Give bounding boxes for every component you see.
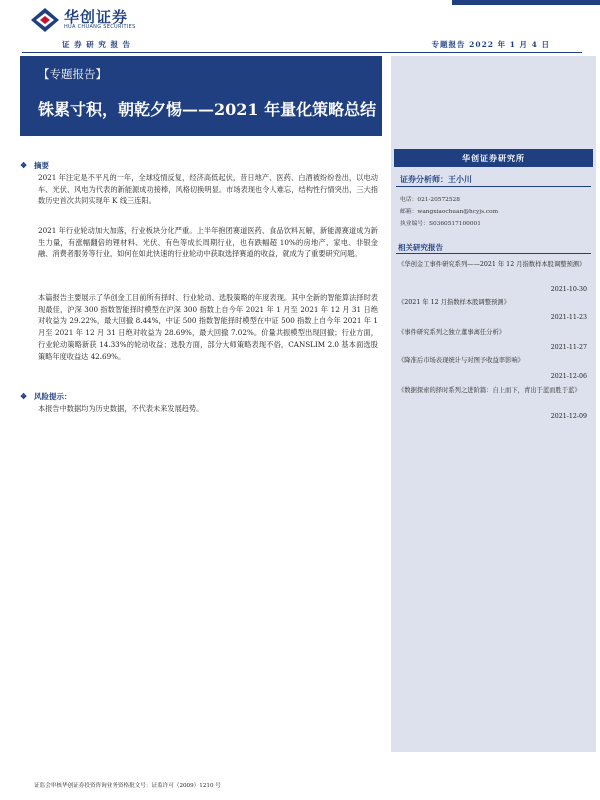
- summary-heading: [20, 160, 49, 171]
- related-report-1-date: 2021-10-30: [550, 286, 587, 293]
- sidebar: [391, 56, 596, 752]
- summary-paragraph-3: 本篇报告主要展示了华创金工目前所有择时、行业轮动、选股策略的年度表现。其中全新的智能算法择时表现最佳，沪深 300 指数智能择时模型在沪深 300 指数上自今年 2021 年 1 月至 2021 年 12 月 31 日绝对收益为 29.22%，最大回撤 8.44%，中证 500 指数智能择时模型在中证 500 指数上自今年 2021 年 1 月至 2021 年 12 月 31 日绝对收益为 28.69%，最大回撤 7.02%。价量共振模型出现回撤；行业方面，行业轮动策略新获 14.33%的轮动收益；选股方面，部分大师策略表现不俗，CANSLIM 2.0 基本面选股策略年度收益达 42.69%。: [38, 293, 378, 361]
- related-report-4-date: 2021-12-06: [550, 373, 587, 380]
- related-divider: [396, 253, 591, 254]
- brand-name-cn: 华创证券: [64, 8, 129, 26]
- analyst-divider: [396, 186, 591, 187]
- risk-heading-text: 风险提示：: [34, 392, 72, 401]
- report-type-label: 证 券 研 究 报 告: [62, 40, 132, 49]
- related-report-4[interactable]: 《降准后市场表现统计与对图予收益率影响》: [398, 357, 524, 364]
- summary-paragraph-2: 2021 年行业轮动加大加落，行业板块分化严重。上半年抱团赛道医药、食品饮料瓦解，新能源赛道成为新生力量，有涨幅翻倍的锂材料、光伏、有色等成长周期行业，也有跌幅超 10%的房地产、家电、非银金融、消费者服务等行业，如何在如此快速的行业轮动中获取选择赛道的收益，就成为了重要研究问题。: [38, 226, 378, 259]
- diamond-bullet-icon: ❖: [20, 160, 28, 170]
- report-title: 铢累寸积，朝乾夕惕——2021 年量化策略总结: [38, 100, 377, 119]
- diamond-logo-icon: [30, 7, 60, 33]
- summary-paragraph-1: 2021 年注定是不平凡的一年，全球疫情反复，经济高低起伏，昔日地产、医药、白酒被纷纷卷出，以电动车、光伏、风电为代表的新能源成功接棒，风格切换明显。市场表现也令人难忘，结构性行情突出，三大指数历史首次共同实现年 K 线三连阳。: [38, 173, 378, 206]
- analyst-name: 证券分析师：王小川: [400, 174, 472, 184]
- analyst-phone: 电话：021-20572528: [400, 197, 460, 203]
- report-date-label: 专题报告 2022 年 1 月 4 日: [431, 40, 550, 49]
- top-accent-stripe: [452, 0, 600, 5]
- related-report-2-date: 2021-11-23: [550, 314, 587, 321]
- report-tag: 【专题报告】: [38, 67, 107, 81]
- related-report-1[interactable]: 《华创金工事件研究系列——2021 年 12 月指数样本股调整预测》: [398, 261, 586, 268]
- regulatory-footer: 证监会审核华创证券投资咨询业务资格批文号：证监许可（2009）1210 号: [34, 783, 221, 789]
- institute-header: 华创证券研究所: [394, 149, 593, 167]
- risk-heading: [20, 391, 72, 402]
- related-report-5-date: 2021-12-09: [550, 413, 587, 420]
- related-report-3[interactable]: 《事件研究系列之独立董事离任分析》: [398, 329, 506, 336]
- related-report-2[interactable]: 《2021 年 12 月指数样本股调整预测》: [398, 299, 510, 306]
- risk-text: 本报告中数据均为历史数据，不代表未来发展趋势。: [38, 404, 204, 413]
- title-banner: [20, 56, 382, 136]
- diamond-bullet-icon: ❖: [20, 391, 28, 401]
- related-reports-heading: 相关研究报告: [398, 243, 443, 252]
- company-logo: [30, 5, 160, 35]
- analyst-license: 执业编号：S0360517100001: [400, 221, 481, 227]
- header-divider: [22, 52, 582, 53]
- summary-heading-text: 摘要: [34, 161, 49, 170]
- brand-name-en: HUA CHUANG SECURITIES: [64, 24, 136, 30]
- analyst-email[interactable]: 邮箱：wangxiaochuan@hcyjs.com: [400, 209, 499, 215]
- related-report-3-date: 2021-11-27: [550, 344, 587, 351]
- related-report-5[interactable]: 《数据探索的择时系列之进阶篇：自上而下，青出于蓝而胜于蓝》: [398, 387, 581, 394]
